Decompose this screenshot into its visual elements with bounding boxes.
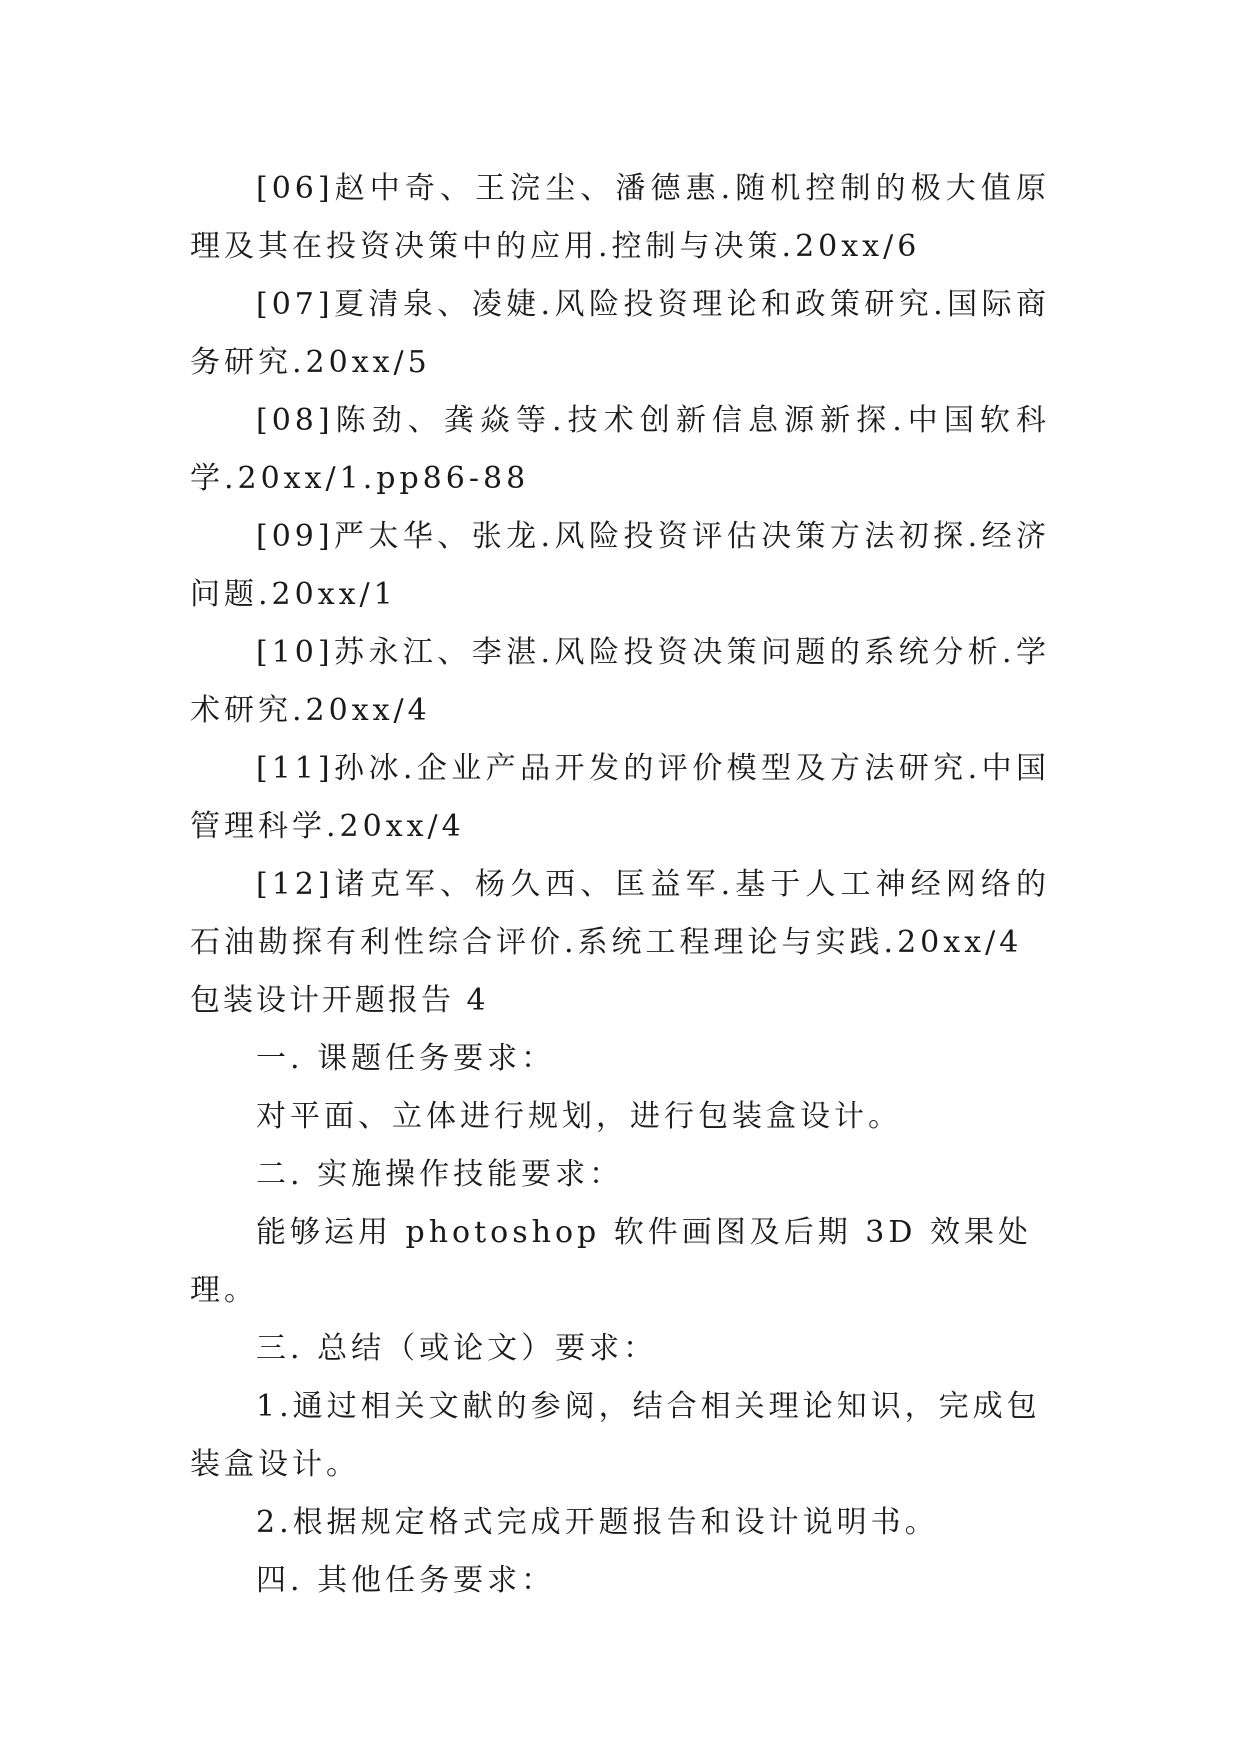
document-body [190, 160, 1050, 1610]
reference-number: [08] [256, 403, 334, 438]
reference-text: 诸克军、杨久西、匡益军.基于人工神经网络的石油勘探有利性综合评价.系统工程理论与实践.20xx/4 [190, 867, 1050, 960]
reference-number: [09] [256, 519, 334, 554]
reference-entry [190, 508, 1050, 624]
reference-text: 严太华、张龙.风险投资评估决策方法初探.经济问题.20xx/1 [190, 519, 1050, 612]
summary-requirement-heading: 三. 总结（或论文）要求： [256, 1331, 658, 1366]
task-requirement-text: 对平面、立体进行规划，进行包装盒设计。 [256, 1099, 902, 1134]
other-requirement-heading: 四. 其他任务要求： [256, 1563, 556, 1598]
task-requirement-heading: 一. 课题任务要求： [256, 1041, 556, 1076]
reference-text: 孙冰.企业产品开发的评价模型及方法研究.中国管理科学.20xx/4 [190, 751, 1050, 844]
reference-number: [11] [256, 751, 334, 786]
reference-entry [190, 856, 1050, 972]
reference-entry [190, 740, 1050, 856]
reference-number: [07] [256, 287, 334, 322]
reference-text: 夏清泉、凌婕.风险投资理论和政策研究.国际商务研究.20xx/5 [190, 287, 1050, 380]
reference-text: 赵中奇、王浣尘、潘德惠.随机控制的极大值原理及其在投资决策中的应用.控制与决策.20xx/6 [190, 171, 1050, 264]
reference-number: [06] [256, 171, 334, 206]
reference-entry [190, 160, 1050, 276]
reference-text: 陈劲、龚焱等.技术创新信息源新探.中国软科学.20xx/1.pp86-88 [190, 403, 1050, 496]
section-title: 包装设计开题报告 4 [190, 983, 489, 1018]
reference-entry [190, 392, 1050, 508]
skill-requirement-text: 能够运用 photoshop 软件画图及后期 3D 效果处理。 [190, 1215, 1032, 1308]
summary-requirement-item: 2.根据规定格式完成开题报告和设计说明书。 [256, 1505, 939, 1540]
summary-requirement-item: 1.通过相关文献的参阅，结合相关理论知识，完成包装盒设计。 [190, 1389, 1041, 1482]
reference-number: [10] [256, 635, 334, 670]
reference-text: 苏永江、李湛.风险投资决策问题的系统分析.学术研究.20xx/4 [190, 635, 1050, 728]
reference-entry [190, 276, 1050, 392]
skill-requirement-heading: 二. 实施操作技能要求： [256, 1157, 624, 1192]
reference-entry [190, 624, 1050, 740]
reference-number: [12] [256, 867, 334, 902]
